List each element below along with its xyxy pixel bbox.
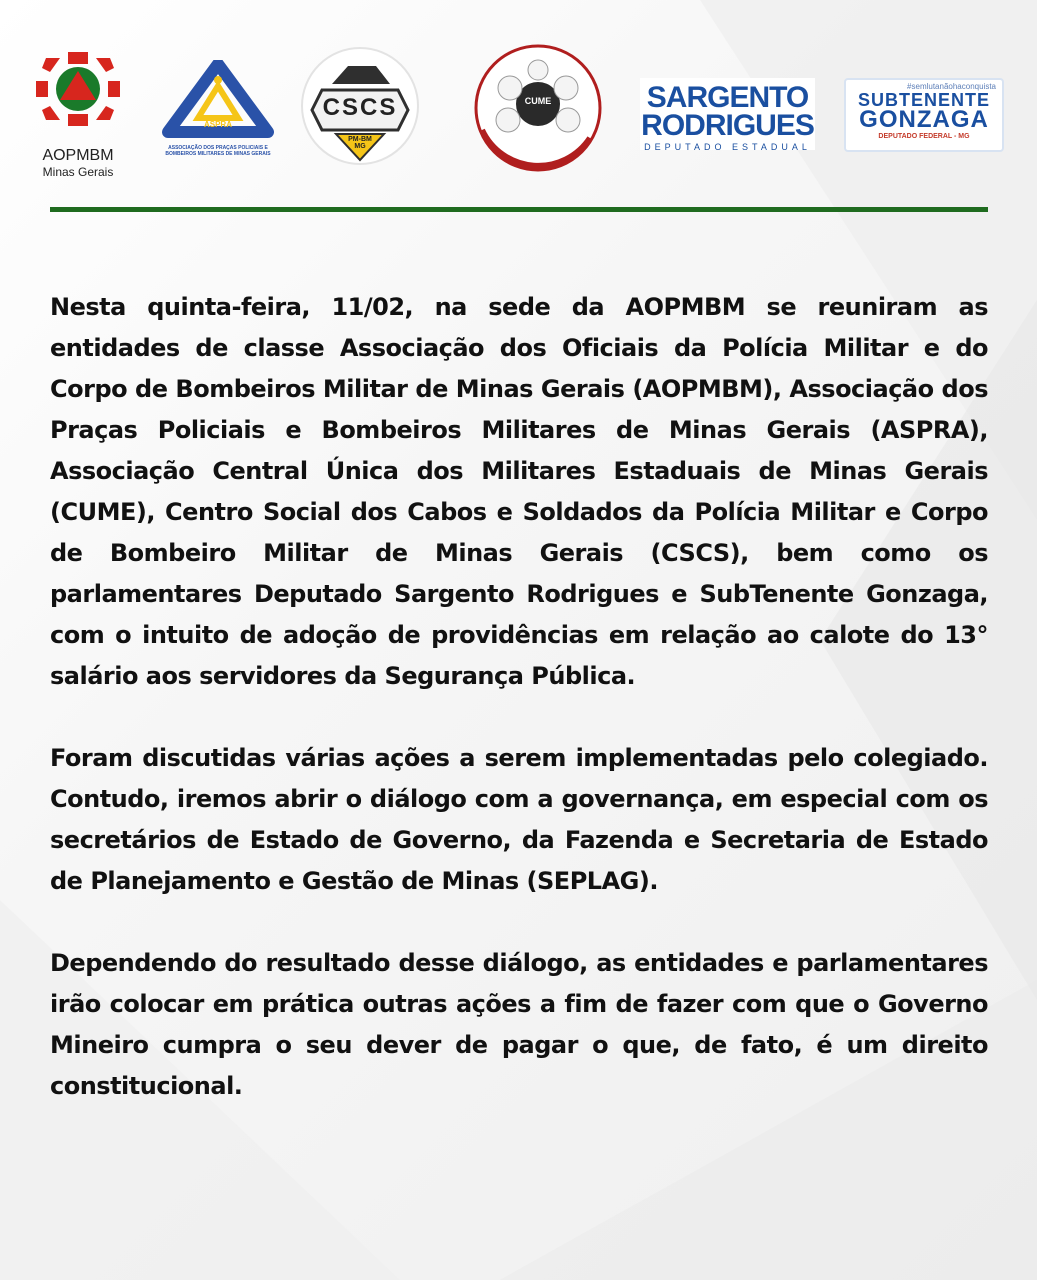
cscs-name: CSCS [322, 94, 398, 121]
aopmbm-sub: Minas Gerais [42, 165, 114, 179]
subtenente-tag: #semlutanãohaconquista [907, 82, 996, 91]
subtenente-line3: DEPUTADO FEDERAL - MG [878, 133, 970, 140]
aspra-name: ASPRA [203, 120, 232, 129]
paragraph-2: Foram discutidas várias ações a serem implementadas pelo colegiado. Contudo, iremos abrir o diálogo com a governança, em especial com os secretários de Estado de Governo, da Fazenda e Secretaria de Estado de Planejamento e Gestão de Minas (SEPLAG). [50, 744, 988, 895]
subtenente-gonzaga-logo [844, 78, 1004, 152]
aspra-logo [162, 60, 274, 165]
paragraph-1: Nesta quinta-feira, 11/02, na sede da AOPMBM se reuniram as entidades de classe Associação dos Oficiais da Polícia Militar e do Corpo de Bombeiros Militar de Minas Gerais (AOPMBM), Associação dos Praças Policiais e Bombeiros Militares de Minas Gerais (ASPRA), Associação Central Única dos Militares Estaduais de Minas Gerais (CUME), Centro Social dos Cabos e Soldados da Polícia Militar e Corpo de Bombeiro Militar de Minas Gerais (CSCS), bem como os parlamentares Deputado Sargento Rodrigues e SubTenente Gonzaga, com o intuito de adoção de providências em relação ao calote do 13° salário aos servidores da Segurança Pública. [50, 293, 988, 690]
green-divider [50, 207, 988, 212]
cscs-logo [298, 44, 422, 168]
sargento-line1: SARGENTO [646, 81, 809, 114]
cume-logo [470, 40, 605, 175]
aopmbm-name: AOPMBM [42, 147, 114, 164]
aopmbm-emblem-icon [30, 48, 126, 130]
cume-name: CUME [524, 96, 552, 106]
cume-seal-icon [470, 40, 605, 175]
subtenente-line2: GONZAGA [859, 106, 989, 133]
announcement-body [50, 287, 988, 1148]
partner-logos [30, 40, 1010, 180]
paragraph-3: Dependendo do resultado desse diálogo, as entidades e parlamentares irão colocar em prática outras ações a fim de fazer com que o Governo Mineiro cumpra o seu dever de pagar o que, de fato, é um direito constitucional. [50, 949, 988, 1100]
subtenente-line1: SUBTENENTE [857, 90, 990, 110]
sargento-rodrigues-logo [640, 78, 815, 150]
aopmbm-logo [30, 48, 126, 179]
sargento-line3: DEPUTADO ESTADUAL [644, 142, 811, 152]
sargento-line2: RODRIGUES [641, 109, 814, 142]
aspra-caption: ASSOCIAÇÃO DOS PRAÇAS POLICIAIS E BOMBEIROS MILITARES DE MINAS GERAIS [165, 145, 271, 157]
cscs-tag: PM-BM MG [348, 136, 372, 150]
